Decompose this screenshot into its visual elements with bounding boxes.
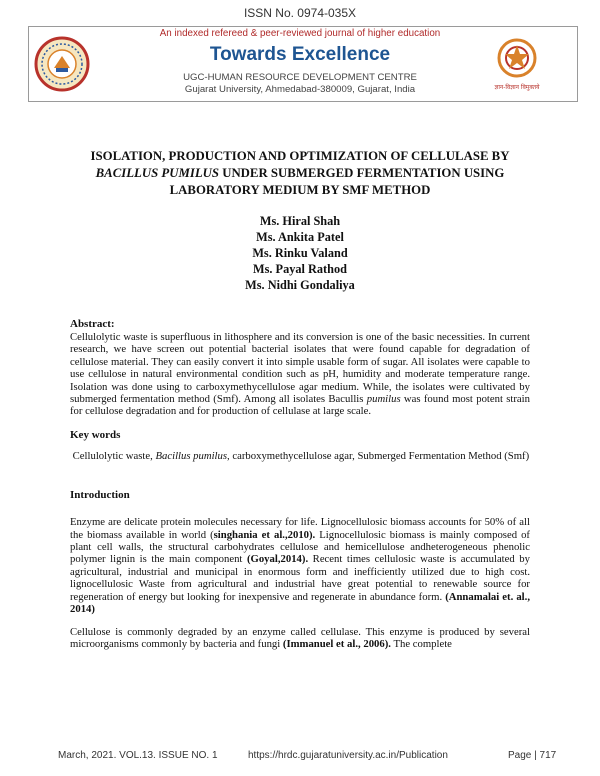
journal-header xyxy=(0,0,600,120)
intro-text: Recent times cellulosic waste is accumulated by agricultural, industrial and municipal in enormous form and inefficiently utilized due to high cost. lignocellulosic Waste from agricultural and industrial have great potential to renewable source for regeneration of energy but looking for inexpensive and regenerate in abundance form. xyxy=(70,553,530,603)
introduction-heading: Introduction xyxy=(70,489,130,502)
abstract-species: pumilus xyxy=(366,393,401,406)
journal-title: Towards Excellence xyxy=(209,44,391,65)
article-body xyxy=(70,148,530,650)
page-footer xyxy=(58,750,558,764)
intro-text: Enzyme are delicate protein molecules necessary for life. Lignocellulosic biomass accounts for 50% of all the biomass available in world ( xyxy=(70,516,530,541)
publication-url[interactable]: https://hrdc.gujaratuniversity.ac.in/Publication xyxy=(248,750,448,761)
citation: (Annamalai et. al., 2014) xyxy=(70,590,530,616)
author-list xyxy=(70,213,530,293)
abstract-text xyxy=(70,331,530,418)
author-name: Ms. Rinku Valand xyxy=(252,246,348,260)
keywords-part: Cellulolytic waste, xyxy=(72,449,156,462)
intro-text: Lignocellulosic biomass is mainly composed of plant cell walls, the structural carbohydrates cellulose and hemicellulose andheterogeneous phenolic polymer lignin is the main component xyxy=(70,528,530,566)
citation: singhania et al.,2010). xyxy=(213,528,316,541)
keywords-text xyxy=(70,450,530,462)
introduction-paragraph-1 xyxy=(70,516,530,615)
author-name: Ms. Hiral Shah xyxy=(259,214,341,228)
abstract-text-part: was found most potent strain for cellulose degradation and for production of cellulase at large scale. xyxy=(70,393,530,418)
keywords-part: carboxymethycellulose agar, Submerged Fermentation Method (Smf) xyxy=(229,449,530,462)
citation: (Immanuel et al., 2006). xyxy=(282,637,391,650)
abstract-text-part: Cellulolytic waste is superfluous in lithosphere and its conversion is one of the basic necessities. In current research, we have screen out potential bacterial isolates that were found capable for degradation of cellulose material. They can easily convert it into simple usable form of sugar. All isolates were capable to use cellulose in natural environmental condition such as pH, humidity and moderate temperature range. Isolation was done using to carboxymethycellulose agar medium. While, the isolates were cultivated by submerged fermentation method (Smf). Among all isolates Bacullis xyxy=(70,331,530,406)
citation: (Goyal,2014). xyxy=(246,553,309,566)
issn-number: ISSN No. 0974-035X xyxy=(243,6,357,20)
author-name: Ms. Ankita Patel xyxy=(256,230,344,244)
author-name: Ms. Nidhi Gondaliya xyxy=(245,278,355,292)
intro-text: Cellulose is commonly degraded by an enzyme called cellulase. This enzyme is produced by several microorganisms commonly by bacteria and fungi xyxy=(70,625,530,650)
keywords-species: Bacillus pumilus, xyxy=(155,449,230,462)
publisher-address: Gujarat University, Ahmedabad-380009, Gujarat, India xyxy=(184,84,416,95)
abstract-section xyxy=(70,317,530,418)
title-line-3: LABORATORY MEDIUM BY SMF METHOD xyxy=(169,183,431,197)
publisher-centre: UGC-HUMAN RESOURCE DEVELOPMENT CENTRE xyxy=(183,72,417,83)
emblem-motto: ज्ञान-विज्ञान विमुक्तये xyxy=(494,84,540,91)
author-name: Ms. Payal Rathod xyxy=(253,262,347,276)
title-line-1: ISOLATION, PRODUCTION AND OPTIMIZATION OF CELLULASE BY xyxy=(90,149,510,163)
abstract-heading: Abstract: xyxy=(70,318,115,330)
journal-tagline: An indexed refereed & peer-reviewed journal of higher education xyxy=(159,28,441,39)
issue-info: March, 2021. VOL.13. ISSUE NO. 1 xyxy=(58,750,218,761)
intro-text: The complete xyxy=(390,637,452,650)
title-line-2: UNDER SUBMERGED FERMENTATION USING xyxy=(219,166,505,180)
paper-title xyxy=(70,148,530,199)
title-species: BACILLUS PUMILUS xyxy=(95,166,219,180)
keywords-heading: Key words xyxy=(70,428,121,441)
introduction-paragraph-2 xyxy=(70,626,530,651)
page-number: Page | 717 xyxy=(508,750,557,761)
